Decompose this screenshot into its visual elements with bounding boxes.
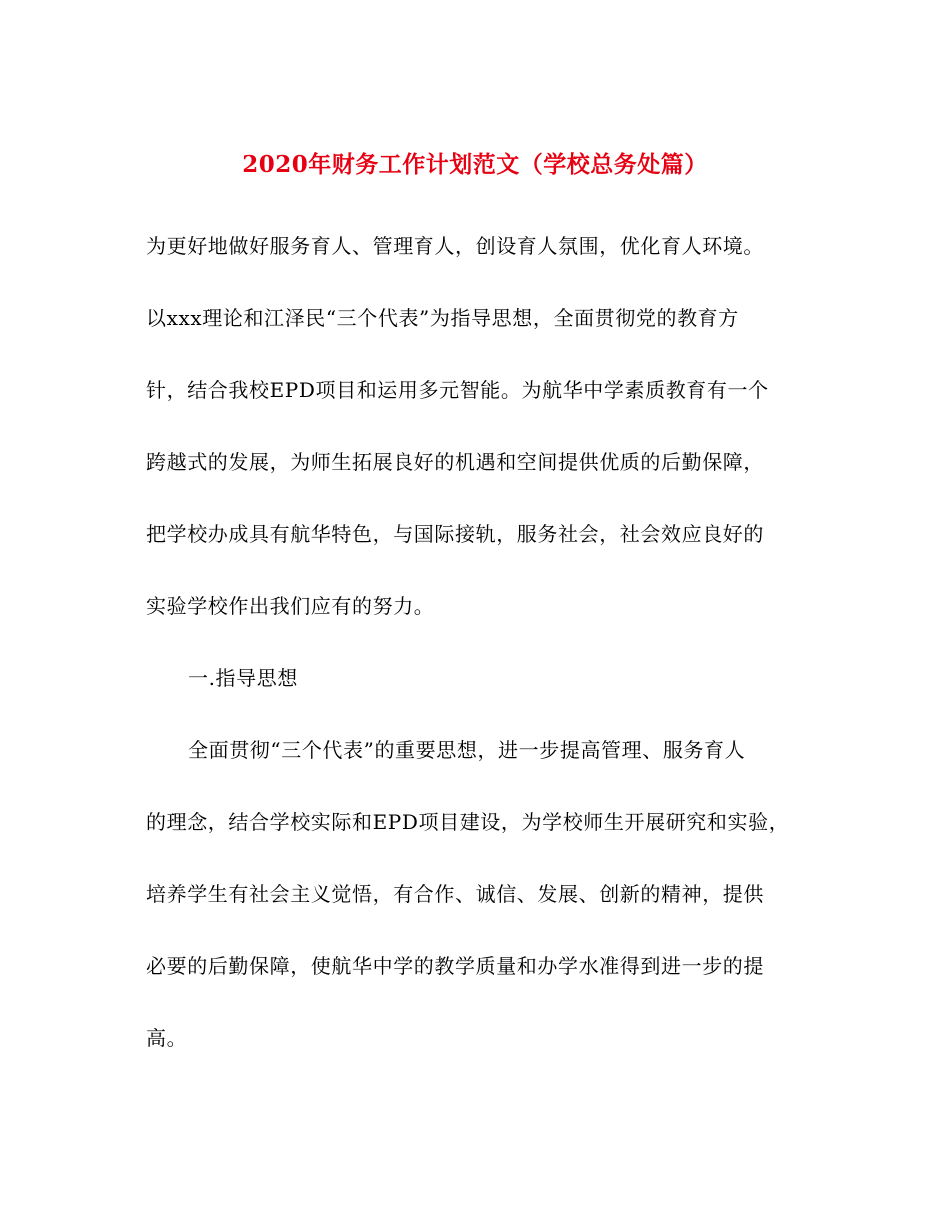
paragraph2-line-5: 高。	[146, 1026, 188, 1050]
document-title: 2020年财务工作计划范文（学校总务处篇）	[242, 151, 708, 178]
paragraph1-line-2: 以xxx理论和江泽民“三个代表”为指导思想，全面贯彻党的教育方	[146, 306, 739, 330]
paragraph2-line-3: 培养学生有社会主义觉悟，有合作、诚信、发展、创新的精神，提供	[146, 882, 764, 906]
paragraph1-line-4: 跨越式的发展，为师生拓展良好的机遇和空间提供优质的后勤保障，	[146, 450, 764, 474]
paragraph1-line-1: 为更好地做好服务育人、管理育人，创设育人氛围，优化育人环境。	[146, 234, 764, 258]
section-heading: 一.指导思想	[188, 666, 298, 690]
paragraph2-line-4: 必要的后勤保障，使航华中学的教学质量和办学水准得到进一步的提	[146, 954, 764, 978]
paragraph2-line-1: 全面贯彻“三个代表”的重要思想，进一步提高管理、服务育人	[188, 738, 746, 762]
paragraph2-line-2: 的理念，结合学校实际和EPD项目建设，为学校师生开展研究和实验，	[146, 810, 790, 834]
paragraph1-line-5: 把学校办成具有航华特色，与国际接轨，服务社会，社会效应良好的	[146, 522, 764, 546]
paragraph1-line-6: 实验学校作出我们应有的努力。	[146, 594, 435, 618]
paragraph1-line-3: 针，结合我校EPD项目和运用多元智能。为航华中学素质教育有一个	[146, 378, 769, 402]
